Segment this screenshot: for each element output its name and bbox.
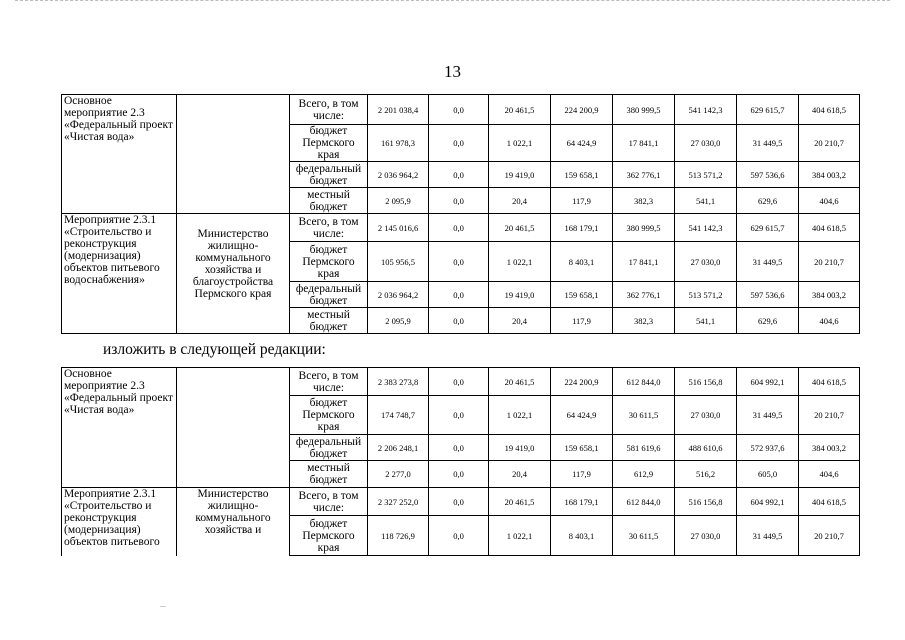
value-cell: 8 403,1 — [551, 516, 613, 556]
value-cell: 0,0 — [429, 282, 489, 308]
event-name-cell: Мероприятие 2.3.1 «Строительство и реконструкция (модернизация) объектов питьевого водоснабжения» — [62, 214, 177, 334]
funding-source-label: Всего, в том числе: — [290, 368, 368, 396]
value-cell: 384 003,2 — [799, 282, 860, 308]
value-cell: 516,2 — [675, 461, 737, 488]
value-cell: 2 036 964,2 — [368, 282, 429, 308]
value-cell: 2 036 964,2 — [368, 162, 429, 188]
value-cell: 19 419,0 — [489, 162, 551, 188]
value-cell: 384 003,2 — [799, 435, 860, 461]
value-cell: 17 841,1 — [613, 125, 675, 162]
value-cell: 19 419,0 — [489, 435, 551, 461]
value-cell: 2 095,9 — [368, 188, 429, 214]
value-cell: 384 003,2 — [799, 162, 860, 188]
value-cell: 27 030,0 — [675, 242, 737, 282]
funding-source-label: федеральный бюджет — [290, 435, 368, 461]
value-cell: 0,0 — [429, 368, 489, 396]
value-cell: 0,0 — [429, 435, 489, 461]
value-cell: 2 277,0 — [368, 461, 429, 488]
value-cell: 159 658,1 — [551, 282, 613, 308]
value-cell: 404 618,5 — [799, 488, 860, 516]
value-cell: 541 142,3 — [675, 95, 737, 125]
funding-source-label: бюджет Пермского края — [290, 125, 368, 162]
value-cell: 597 536,6 — [737, 162, 799, 188]
value-cell: 0,0 — [429, 214, 489, 242]
value-cell: 30 611,5 — [613, 396, 675, 435]
value-cell: 20 461,5 — [489, 214, 551, 242]
value-cell: 629,6 — [737, 188, 799, 214]
funding-source-label: федеральный бюджет — [290, 162, 368, 188]
value-cell: 8 403,1 — [551, 242, 613, 282]
table-row — [62, 368, 860, 396]
value-cell: 404 618,5 — [799, 368, 860, 396]
event-name-cell: Мероприятие 2.3.1 «Строительство и реконструкция (модернизация) объектов питьевого — [62, 488, 177, 556]
event-name-cell: Основное мероприятие 2.3 «Федеральный проект «Чистая вода» — [62, 368, 177, 488]
value-cell: 612 844,0 — [613, 488, 675, 516]
budget-table-current — [61, 94, 860, 334]
funding-source-label: федеральный бюджет — [290, 282, 368, 308]
value-cell: 516 156,8 — [675, 488, 737, 516]
value-cell: 118 726,9 — [368, 516, 429, 556]
value-cell: 362 776,1 — [613, 282, 675, 308]
budget-table-revised — [61, 367, 860, 556]
funding-source-label: Всего, в том числе: — [290, 214, 368, 242]
value-cell: 2 095,9 — [368, 308, 429, 334]
value-cell: 513 571,2 — [675, 162, 737, 188]
funding-source-label: местный бюджет — [290, 461, 368, 488]
funding-source-label: Всего, в том числе: — [290, 488, 368, 516]
value-cell: 64 424,9 — [551, 396, 613, 435]
value-cell: 1 022,1 — [489, 396, 551, 435]
table-row — [62, 488, 860, 516]
value-cell: 0,0 — [429, 396, 489, 435]
value-cell: 31 449,5 — [737, 516, 799, 556]
value-cell: 513 571,2 — [675, 282, 737, 308]
value-cell: 0,0 — [429, 162, 489, 188]
value-cell: 20 461,5 — [489, 488, 551, 516]
funding-source-label: бюджет Пермского края — [290, 516, 368, 556]
value-cell: 541 142,3 — [675, 214, 737, 242]
value-cell: 20 210,7 — [799, 125, 860, 162]
value-cell: 1 022,1 — [489, 125, 551, 162]
value-cell: 117,9 — [551, 308, 613, 334]
value-cell: 0,0 — [429, 461, 489, 488]
value-cell: 20 210,7 — [799, 516, 860, 556]
value-cell: 488 610,6 — [675, 435, 737, 461]
value-cell: 20,4 — [489, 188, 551, 214]
table-row — [62, 214, 860, 242]
value-cell: 1 022,1 — [489, 516, 551, 556]
value-cell: 2 206 248,1 — [368, 435, 429, 461]
value-cell: 2 201 038,4 — [368, 95, 429, 125]
value-cell: 629 615,7 — [737, 95, 799, 125]
value-cell: 20 210,7 — [799, 396, 860, 435]
value-cell: 224 200,9 — [551, 95, 613, 125]
value-cell: 604 992,1 — [737, 488, 799, 516]
value-cell: 224 200,9 — [551, 368, 613, 396]
value-cell: 516 156,8 — [675, 368, 737, 396]
value-cell: 581 619,6 — [613, 435, 675, 461]
funding-source-label: местный бюджет — [290, 308, 368, 334]
value-cell: 382,3 — [613, 188, 675, 214]
page-top-edge — [15, 0, 890, 1]
value-cell: 1 022,1 — [489, 242, 551, 282]
value-cell: 404 618,5 — [799, 95, 860, 125]
funding-source-label: бюджет Пермского края — [290, 396, 368, 435]
value-cell: 31 449,5 — [737, 396, 799, 435]
table-row — [62, 95, 860, 125]
value-cell: 30 611,5 — [613, 516, 675, 556]
funding-source-label: Всего, в том числе: — [290, 95, 368, 125]
value-cell: 629,6 — [737, 308, 799, 334]
value-cell: 0,0 — [429, 308, 489, 334]
executor-cell: Министерство жилищно-коммунального хозяйства и благоустройства Пермского края — [177, 214, 290, 334]
amendment-instruction: изложить в следующей редакции: — [103, 341, 326, 358]
value-cell: 612 844,0 — [613, 368, 675, 396]
value-cell: 31 449,5 — [737, 125, 799, 162]
value-cell: 168 179,1 — [551, 488, 613, 516]
value-cell: 404 618,5 — [799, 214, 860, 242]
scan-mark — [160, 606, 166, 607]
value-cell: 20 210,7 — [799, 242, 860, 282]
value-cell: 629 615,7 — [737, 214, 799, 242]
value-cell: 20,4 — [489, 308, 551, 334]
value-cell: 0,0 — [429, 516, 489, 556]
value-cell: 572 937,6 — [737, 435, 799, 461]
value-cell: 0,0 — [429, 242, 489, 282]
value-cell: 64 424,9 — [551, 125, 613, 162]
value-cell: 2 383 273,8 — [368, 368, 429, 396]
value-cell: 541,1 — [675, 188, 737, 214]
executor-cell: Министерство жилищно-коммунального хозяйства и — [177, 488, 290, 556]
value-cell: 174 748,7 — [368, 396, 429, 435]
value-cell: 27 030,0 — [675, 125, 737, 162]
value-cell: 404,6 — [799, 461, 860, 488]
value-cell: 27 030,0 — [675, 516, 737, 556]
page-number: 13 — [444, 62, 461, 81]
value-cell: 117,9 — [551, 188, 613, 214]
value-cell: 0,0 — [429, 125, 489, 162]
value-cell: 382,3 — [613, 308, 675, 334]
event-name-cell: Основное мероприятие 2.3 «Федеральный проект «Чистая вода» — [62, 95, 177, 214]
value-cell: 19 419,0 — [489, 282, 551, 308]
value-cell: 168 179,1 — [551, 214, 613, 242]
value-cell: 31 449,5 — [737, 242, 799, 282]
value-cell: 20 461,5 — [489, 368, 551, 396]
value-cell: 117,9 — [551, 461, 613, 488]
value-cell: 541,1 — [675, 308, 737, 334]
value-cell: 612,9 — [613, 461, 675, 488]
value-cell: 0,0 — [429, 188, 489, 214]
value-cell: 404,6 — [799, 188, 860, 214]
value-cell: 597 536,6 — [737, 282, 799, 308]
value-cell: 0,0 — [429, 488, 489, 516]
funding-source-label: бюджет Пермского края — [290, 242, 368, 282]
value-cell: 380 999,5 — [613, 214, 675, 242]
value-cell: 2 327 252,0 — [368, 488, 429, 516]
value-cell: 605,0 — [737, 461, 799, 488]
value-cell: 20 461,5 — [489, 95, 551, 125]
value-cell: 0,0 — [429, 95, 489, 125]
value-cell: 20,4 — [489, 461, 551, 488]
value-cell: 105 956,5 — [368, 242, 429, 282]
value-cell: 380 999,5 — [613, 95, 675, 125]
value-cell: 159 658,1 — [551, 162, 613, 188]
funding-source-label: местный бюджет — [290, 188, 368, 214]
executor-cell — [177, 368, 290, 488]
value-cell: 27 030,0 — [675, 396, 737, 435]
value-cell: 2 145 016,6 — [368, 214, 429, 242]
value-cell: 362 776,1 — [613, 162, 675, 188]
value-cell: 17 841,1 — [613, 242, 675, 282]
value-cell: 159 658,1 — [551, 435, 613, 461]
value-cell: 161 978,3 — [368, 125, 429, 162]
executor-cell — [177, 95, 290, 214]
value-cell: 604 992,1 — [737, 368, 799, 396]
value-cell: 404,6 — [799, 308, 860, 334]
